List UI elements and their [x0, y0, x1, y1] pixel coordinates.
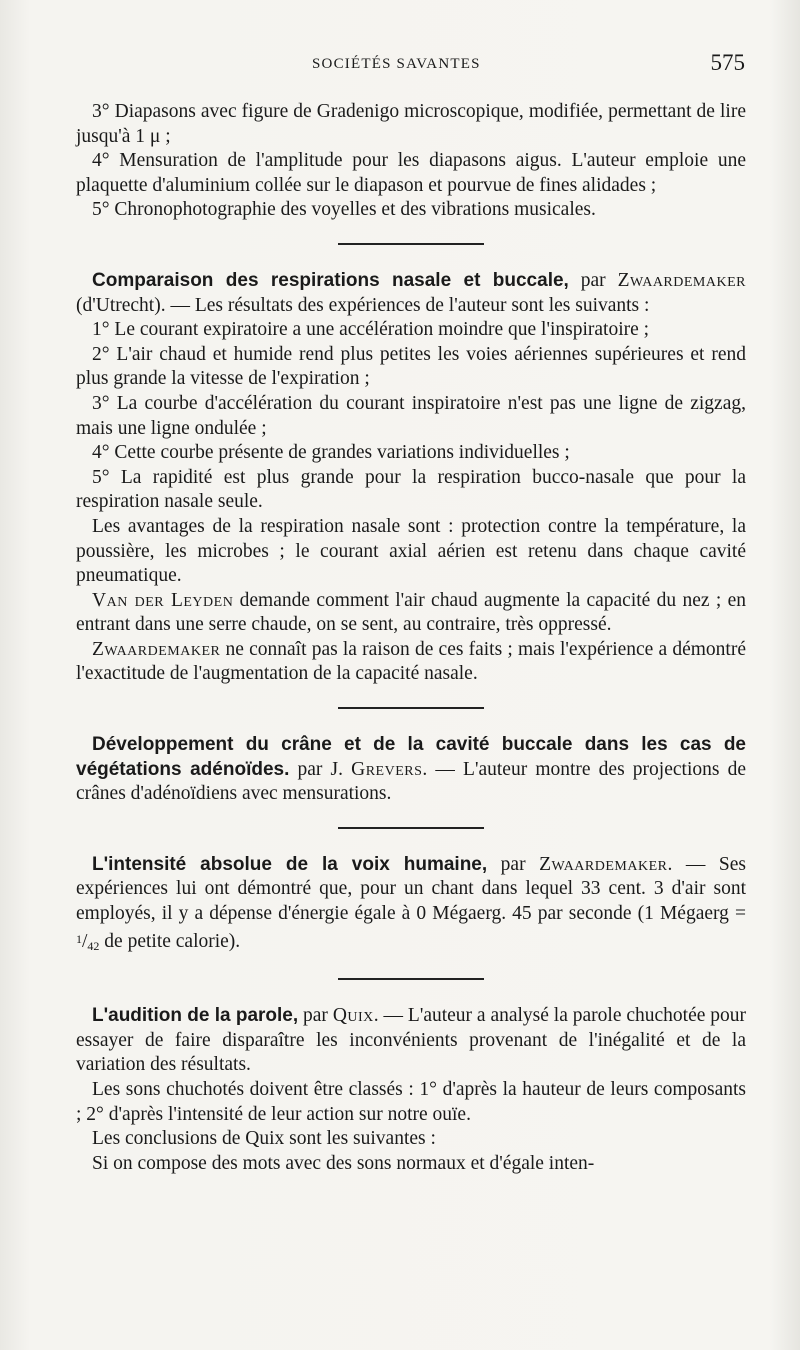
list-item: 3° La courbe d'accélération du courant inspiratoire n'est pas une ligne de zigzag, mais une ligne ondulée ;: [76, 392, 746, 439]
list-item: 3° Diapasons avec figure de Gradenigo microscopique, modifiée, permettant de lire jusqu'à 1 μ ;: [76, 101, 746, 147]
paragraph-text: . — Ses expériences lui ont démontré que, pour un chant dans lequel 33 cent. 3 d'air sont employés, il y a dépense d'énergie égale à 0 Mégaerg. 45 par seconde (1 Mégaerg =: [76, 853, 747, 925]
list-item: 2° L'air chaud et humide rend plus petites les voies aériennes supérieures et rend plus grande la vitesse de l'expiration ;: [76, 343, 746, 390]
running-head: SOCIÉTÉS SAVANTES: [312, 56, 481, 72]
paragraph: Les sons chuchotés doivent être classés : 1° d'après la hauteur de leurs composants ; 2° d'après l'intensité de leur action sur notre ouïe.: [76, 1079, 746, 1125]
paragraph: Les conclusions de Quix sont les suivantes :: [92, 1128, 436, 1150]
page-body: [76, 100, 746, 1176]
paragraph: [76, 589, 746, 638]
section-audition: [76, 1004, 746, 1078]
section-divider: [338, 978, 484, 980]
list-item: 4° Mensuration de l'amplitude pour les diapasons aigus. L'auteur emploie une plaquette d'aluminium collée sur le diapason et pourvue de fines alidades ;: [76, 150, 746, 196]
byline-prefix: par: [298, 1005, 333, 1027]
list-item: 4° Cette courbe présente de grandes variations individuelles ;: [92, 442, 570, 464]
author-name: Zwaardemaker: [617, 269, 746, 291]
section-heading: Développement du crâne et de la cavité buccale dans les cas de végétations adénoïdes.: [76, 734, 746, 780]
section-divider: [338, 827, 484, 829]
paragraph: Les avantages de la respiration nasale sont : protection contre la température, la poussière, les microbes ; le courant axial aérien est retenu dans chaque cavité pneumatique.: [76, 515, 746, 587]
paragraph: Si on compose des mots avec des sons normaux et d'égale inten-: [92, 1152, 595, 1174]
author-name: Quix: [332, 1005, 374, 1027]
author-name: Grevers: [351, 758, 423, 780]
section-heading: L'intensité absolue de la voix humaine,: [92, 853, 488, 875]
list-item: 1° Le courant expiratoire a une accélération moindre que l'inspiratoire ;: [92, 319, 650, 341]
paragraph: [76, 638, 746, 687]
author-name: Zwaardemaker: [539, 853, 668, 875]
page-header: [80, 50, 745, 80]
section-intensite: L'intensité absolue de la voix humaine, par Zwaardemaker. — Ses expériences lui ont démontré que, pour un chant dans lequel 33 cent. 3 d'air sont employés, il y a dépense d'énergie égale à 0 Mégaerg. 45 par seconde (1 Mégaerg = $^1/_{42}$ de petite calorie).: [76, 853, 747, 953]
section-comparaison: [76, 269, 746, 318]
byline-text: . — L'auteur montre des projections de crânes d'adénoïdiens avec mensurations.: [76, 758, 746, 805]
section-heading: Comparaison des respirations nasale et buccale,: [92, 269, 569, 291]
paragraph-text: ne connaît pas la raison de ces faits ; mais l'expérience a démontré l'exactitude de l'augmentation de la capacité nasale.: [76, 638, 746, 685]
section-divider: [338, 243, 484, 245]
byline-text: . — L'auteur a analysé la parole chuchotée pour essayer de faire disparaître les inconvénients provenant de l'inégalité et de la variation des résultats.: [76, 1005, 747, 1076]
list-item: 5° Chronophotographie des voyelles et des vibrations musicales.: [92, 199, 596, 221]
fraction-denominator: 42: [87, 938, 100, 953]
page-number: 575: [710, 50, 745, 75]
fraction-numerator: 1: [76, 931, 82, 946]
section-developpement: [76, 733, 746, 807]
author-name: Zwaardemaker: [92, 638, 221, 660]
byline-prefix: par: [568, 269, 618, 291]
paragraph-text: demande comment l'air chaud augmente la capacité du nez ; en entrant dans une serre chaude, on se sent, au contraire, très oppressé.: [76, 589, 747, 636]
author-name: Van der Leyden: [92, 589, 234, 611]
section-divider: [338, 707, 484, 709]
byline-text: (d'Utrecht). — Les résultats des expériences de l'auteur sont les suivants :: [76, 294, 650, 316]
paragraph-text: de petite calorie).: [99, 930, 241, 952]
section-heading: L'audition de la parole,: [92, 1005, 299, 1027]
list-item: 5° La rapidité est plus grande pour la respiration bucco-nasale que pour la respiration nasale seule.: [76, 466, 746, 513]
byline-prefix: par: [487, 853, 540, 875]
byline-prefix: par J.: [289, 758, 352, 780]
